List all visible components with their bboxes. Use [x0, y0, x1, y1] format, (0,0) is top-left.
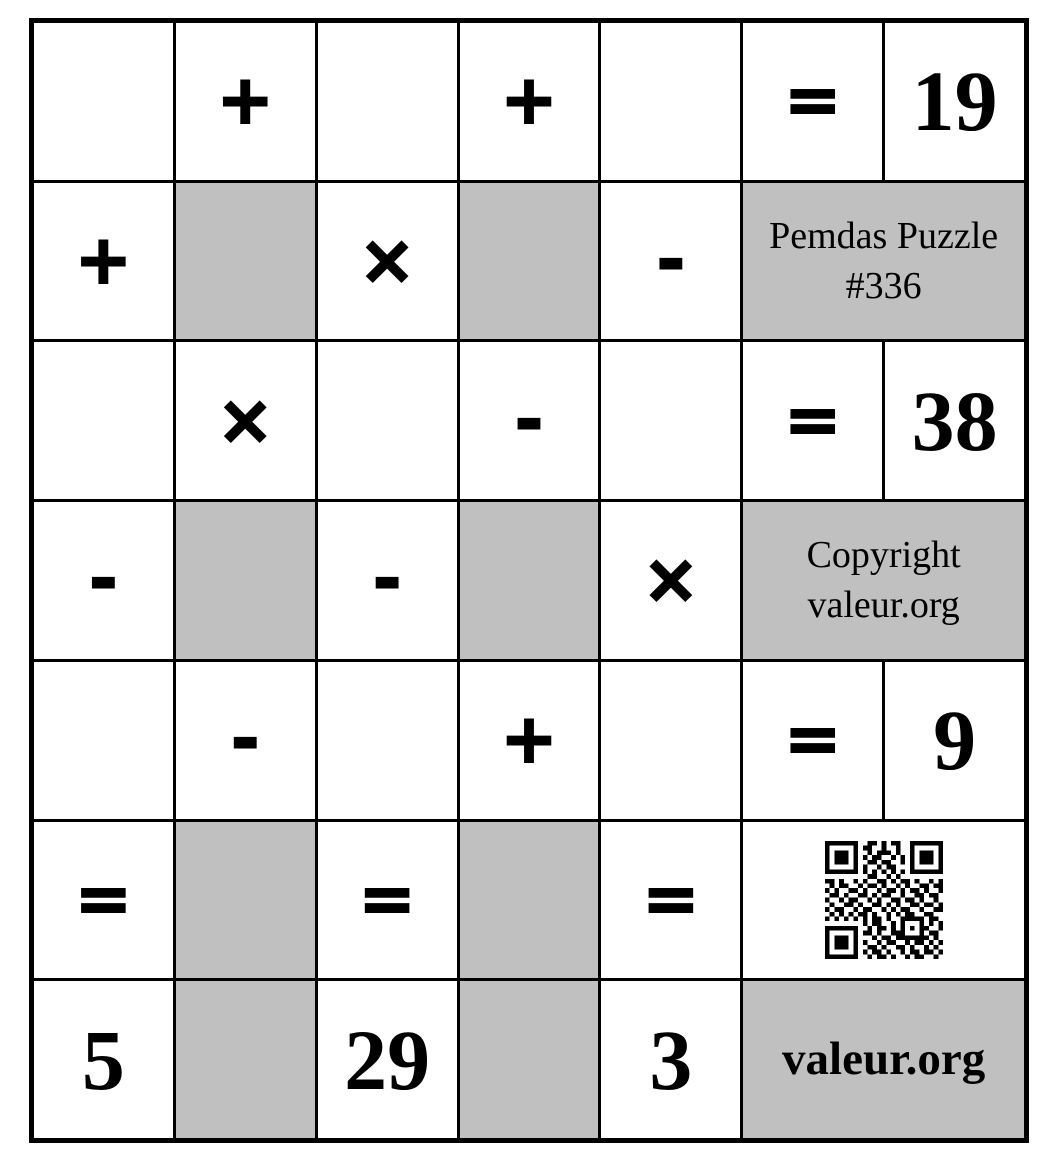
operator-cell-r5c4 — [460, 662, 599, 819]
puzzle-number: #336 — [845, 265, 922, 308]
copyright-cell — [743, 502, 1024, 659]
row-result: 9 — [933, 692, 977, 789]
equals-cell-r3c6 — [743, 342, 882, 499]
answer-cell-r5c5 — [601, 662, 740, 819]
answer-cell-r5c3 — [318, 662, 457, 819]
equals-operator: = — [642, 859, 700, 939]
column-result-cell-r7c1 — [34, 981, 173, 1138]
blocked-cell-r6c2 — [176, 822, 315, 979]
row-result: 19 — [911, 53, 998, 150]
operator-cell-r3c4 — [460, 342, 599, 499]
operator-cell-r2c5 — [601, 183, 740, 340]
equals-operator: = — [784, 61, 842, 141]
column-result: 5 — [81, 1011, 125, 1108]
blocked-cell-r6c4 — [460, 822, 599, 979]
result-cell-r5c7 — [885, 662, 1024, 819]
operator-cell-r3c2 — [176, 342, 315, 499]
minus-operator: - — [89, 540, 118, 620]
answer-cell-r1c5 — [601, 23, 740, 180]
column-result-cell-r7c5 — [601, 981, 740, 1138]
brand-cell — [743, 981, 1024, 1138]
minus-operator: - — [656, 221, 685, 301]
qr-code-icon — [825, 841, 943, 959]
operator-cell-r1c2 — [176, 23, 315, 180]
answer-cell-r5c1 — [34, 662, 173, 819]
minus-operator: - — [373, 540, 402, 620]
pemdas-grid — [29, 18, 1029, 1143]
plus-operator: + — [74, 221, 132, 301]
blocked-cell-r4c4 — [460, 502, 599, 659]
times-operator: × — [642, 540, 700, 620]
operator-cell-r4c5 — [601, 502, 740, 659]
equals-cell-r1c6 — [743, 23, 882, 180]
answer-cell-r1c3 — [318, 23, 457, 180]
equals-cell-r6c3 — [318, 822, 457, 979]
copyright-site: valeur.org — [807, 584, 960, 627]
operator-cell-r5c2 — [176, 662, 315, 819]
copyright-text: Copyright — [806, 534, 961, 577]
minus-operator: - — [231, 700, 260, 780]
operator-cell-r2c3 — [318, 183, 457, 340]
blocked-cell-r4c2 — [176, 502, 315, 659]
column-result: 29 — [344, 1011, 431, 1108]
equals-cell-r6c5 — [601, 822, 740, 979]
minus-operator: - — [514, 380, 544, 460]
plus-operator: + — [216, 61, 274, 141]
column-result-cell-r7c3 — [318, 981, 457, 1138]
result-cell-r1c7 — [885, 23, 1024, 180]
equals-operator: = — [784, 380, 842, 460]
equals-operator: = — [358, 859, 416, 939]
operator-cell-r4c3 — [318, 502, 457, 659]
equals-operator: = — [74, 859, 132, 939]
answer-cell-r3c1 — [34, 342, 173, 499]
equals-cell-r6c1 — [34, 822, 173, 979]
result-cell-r3c7 — [885, 342, 1024, 499]
puzzle-title-cell — [743, 183, 1024, 340]
plus-operator: + — [500, 700, 558, 780]
times-operator: × — [216, 380, 274, 460]
column-result: 3 — [649, 1011, 693, 1108]
blocked-cell-r7c4 — [460, 981, 599, 1138]
answer-cell-r3c3 — [318, 342, 457, 499]
times-operator: × — [358, 221, 416, 301]
operator-cell-r2c1 — [34, 183, 173, 340]
answer-cell-r1c1 — [34, 23, 173, 180]
row-result: 38 — [911, 372, 998, 469]
brand-text: valeur.org — [782, 1033, 986, 1086]
equals-operator: = — [784, 700, 842, 780]
qr-cell — [743, 822, 1024, 979]
blocked-cell-r2c2 — [176, 183, 315, 340]
blocked-cell-r7c2 — [176, 981, 315, 1138]
operator-cell-r4c1 — [34, 502, 173, 659]
equals-cell-r5c6 — [743, 662, 882, 819]
plus-operator: + — [500, 61, 558, 141]
blocked-cell-r2c4 — [460, 183, 599, 340]
answer-cell-r3c5 — [601, 342, 740, 499]
operator-cell-r1c4 — [460, 23, 599, 180]
puzzle-title: Pemdas Puzzle — [769, 215, 999, 258]
